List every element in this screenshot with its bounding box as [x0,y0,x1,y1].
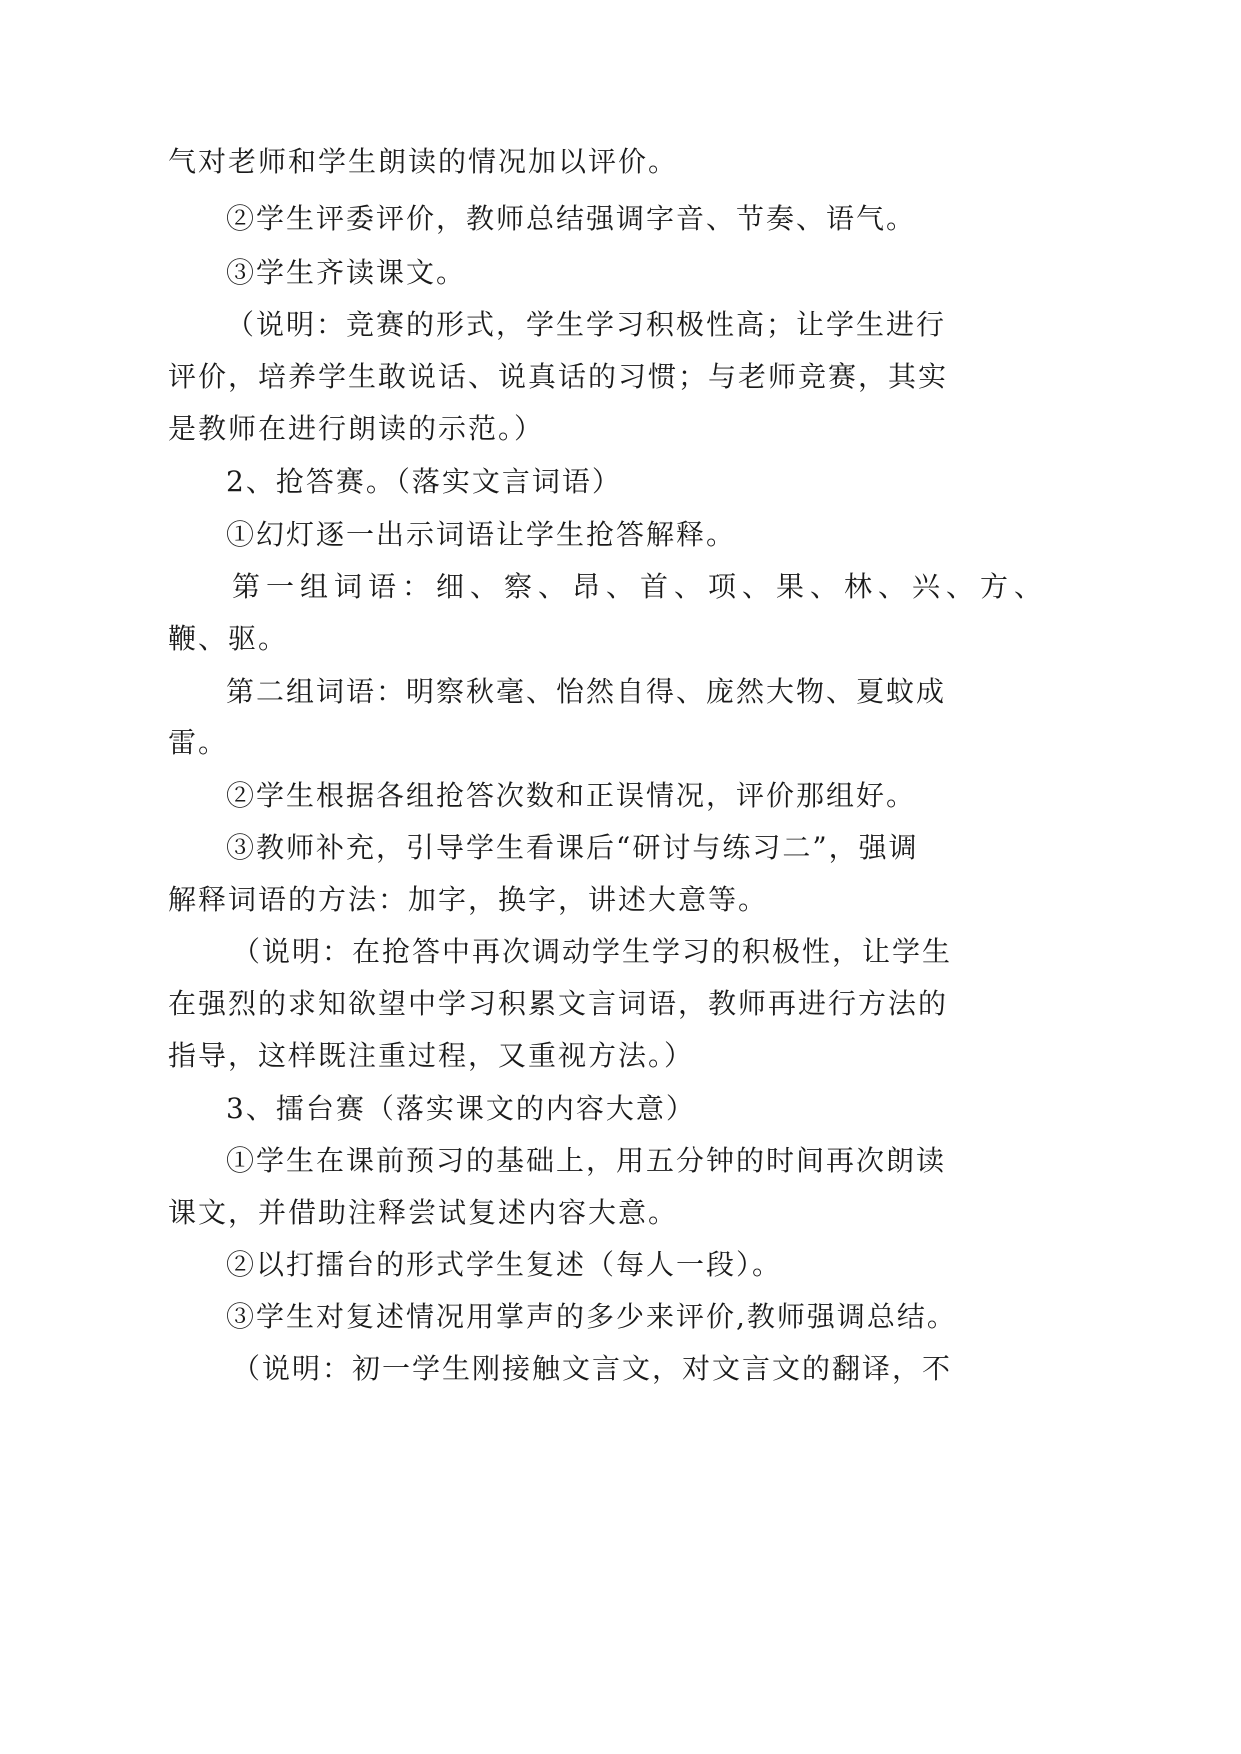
text-line: 评价，培养学生敢说话、说真话的习惯；与老师竞赛，其实 [168,360,949,393]
text-line: 2、抢答赛。（落实文言词语） [226,465,622,498]
text-line: 在强烈的求知欲望中学习积累文言词语，教师再进行方法的 [168,987,949,1020]
text-line: 第二组词语：明察秋毫、怡然自得、庞然大物、夏蚊成 [226,675,947,708]
text-line: 课文，并借助注释尝试复述内容大意。 [168,1196,679,1229]
text-line: ①幻灯逐一出示词语让学生抢答解释。 [226,518,737,551]
text-line: （说明：竞赛的形式，学生学习积极性高；让学生进行 [226,308,947,341]
text-line: （说明：在抢答中再次调动学生学习的积极性，让学生 [232,935,953,968]
text-line: ①学生在课前预习的基础上，用五分钟的时间再次朗读 [226,1144,947,1177]
text-line: ②以打擂台的形式学生复述（每人一段）。 [226,1248,783,1281]
text-line: ③学生对复述情况用掌声的多少来评价,教师强调总结。 [226,1300,957,1333]
text-line: ③教师补充，引导学生看课后“研讨与练习二”，强调 [226,831,919,864]
text-line: 指导，这样既注重过程，又重视方法。） [168,1039,695,1072]
text-line: ②学生根据各组抢答次数和正误情况，评价那组好。 [226,779,917,812]
text-line: 3、擂台赛（落实课文的内容大意） [226,1092,696,1125]
text-line: ③学生齐读课文。 [226,256,467,289]
text-line: 是教师在进行朗读的示范。） [168,412,545,445]
text-line: 雷。 [168,726,229,759]
text-line: ②学生评委评价，教师总结强调字音、节奏、语气。 [226,202,917,235]
text-line: （说明：初一学生刚接触文言文，对文言文的翻译，不 [232,1352,953,1385]
text-line: 鞭、驱。 [168,622,289,655]
text-line: 解释词语的方法：加字，换字，讲述大意等。 [168,883,769,916]
text-line: 第一组词语：细、察、昂、首、项、果、林、兴、方、 [232,570,1049,603]
text-line: 气对老师和学生朗读的情况加以评价。 [168,145,679,178]
